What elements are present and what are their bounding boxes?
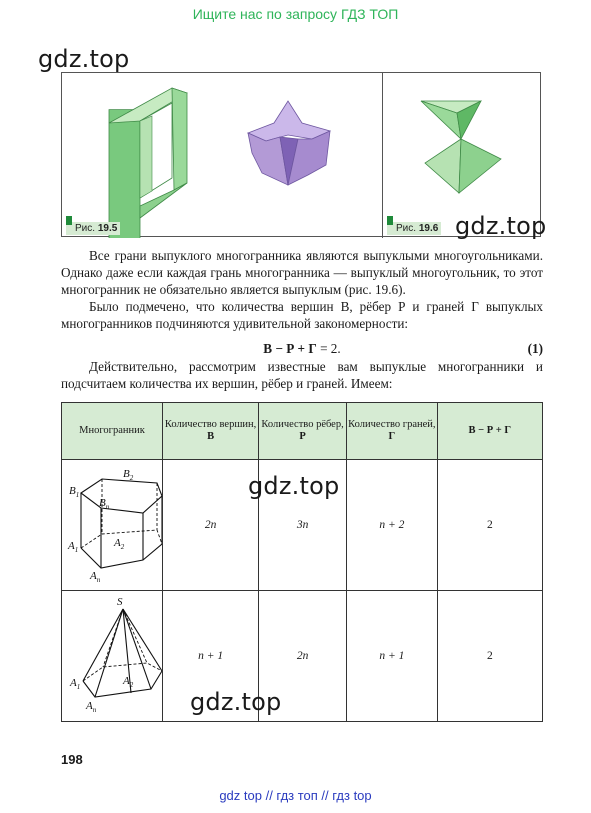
label-an: $A_n$	[86, 700, 97, 714]
figure-19-5-illustration	[62, 73, 382, 238]
star-top	[248, 101, 330, 141]
watermark: gdz.top	[190, 688, 282, 716]
pyramid-faces: n + 1	[347, 591, 438, 722]
figure-marker	[387, 216, 393, 225]
footer-links[interactable]: gdz top // гдз топ // гдз top	[219, 788, 372, 803]
header-polyhedron: Многогранник	[62, 403, 163, 460]
pyramid-diagram	[59, 591, 162, 721]
formula-number: (1)	[527, 341, 543, 356]
prism-edges: 3n	[259, 460, 347, 591]
prism-faces: n + 2	[347, 460, 438, 591]
label-bn: $B_n$	[99, 497, 110, 511]
prism-figure-cell	[62, 460, 163, 591]
label-a2: $A_2$	[114, 537, 125, 551]
label-a1: $A_1$	[70, 677, 81, 691]
label-a1: $A_1$	[68, 540, 79, 554]
figure-marker	[66, 216, 72, 225]
frame-right	[172, 88, 187, 190]
frame-inner-side	[140, 116, 152, 198]
pyramid-vertices: n + 1	[163, 591, 259, 722]
bottom-right-face	[459, 139, 501, 193]
formula-rhs: = 2.	[320, 341, 341, 356]
search-banner[interactable]: Ищите нас по запросу ГДЗ ТОП	[192, 6, 399, 22]
header-faces: Количество граней, Г	[347, 403, 438, 460]
table-row	[62, 591, 543, 722]
watermark: gdz.top	[455, 212, 547, 240]
page-number: 198	[61, 752, 83, 767]
paragraph-1: Все грани выпуклого многогранника являются выпуклыми многоугольниками. Однако даже если каждая грань многогранника — выпуклый многоугольник, то этот многогранник не обязательно является выпуклым (рис. 19.6).	[61, 248, 543, 297]
watermark: gdz.top	[38, 45, 130, 73]
prism-diagram	[59, 460, 162, 590]
header-vertices: Количество вершин, В	[163, 403, 259, 460]
text-block-1	[61, 247, 543, 332]
pyramid-edges: 2n	[259, 591, 347, 722]
header-edges: Количество рёбер, Р	[259, 403, 347, 460]
euler-formula	[61, 341, 543, 358]
label-a2: $A_2$	[123, 675, 134, 689]
table-header-row	[62, 403, 543, 460]
figure-label-19-5: Рис. 19.5	[66, 222, 120, 235]
paragraph-2: Было подмечено, что количества вершин В, рёбер Р и граней Г выпуклых многогранников подчиняются удивительной закономерности:	[61, 299, 543, 331]
polyhedra-table	[61, 402, 543, 722]
figure-label-19-6: Рис. 19.6	[387, 222, 441, 235]
formula-lhs: В − Р + Г	[263, 341, 317, 356]
paragraph-3: Действительно, рассмотрим известные вам выпуклые многогранники и подсчитаем количества их вершин, рёбер и граней. Имеем:	[61, 359, 543, 391]
frame-front-left	[109, 110, 140, 238]
pyramid-figure-cell	[62, 591, 163, 722]
label-b2: $B_2$	[123, 468, 134, 482]
label-an: $A_n$	[90, 570, 101, 584]
text-block-2	[61, 358, 543, 392]
label-b1: $B_1$	[69, 485, 80, 499]
label-s: S	[117, 596, 123, 608]
pyramid-result: 2	[437, 591, 542, 722]
prism-result: 2	[437, 460, 542, 591]
figures-divider	[382, 73, 383, 238]
prism-vertices: 2n	[163, 460, 259, 591]
header-euler: В − Р + Г	[437, 403, 542, 460]
bottom-left-face	[425, 139, 461, 193]
watermark: gdz.top	[248, 472, 340, 500]
